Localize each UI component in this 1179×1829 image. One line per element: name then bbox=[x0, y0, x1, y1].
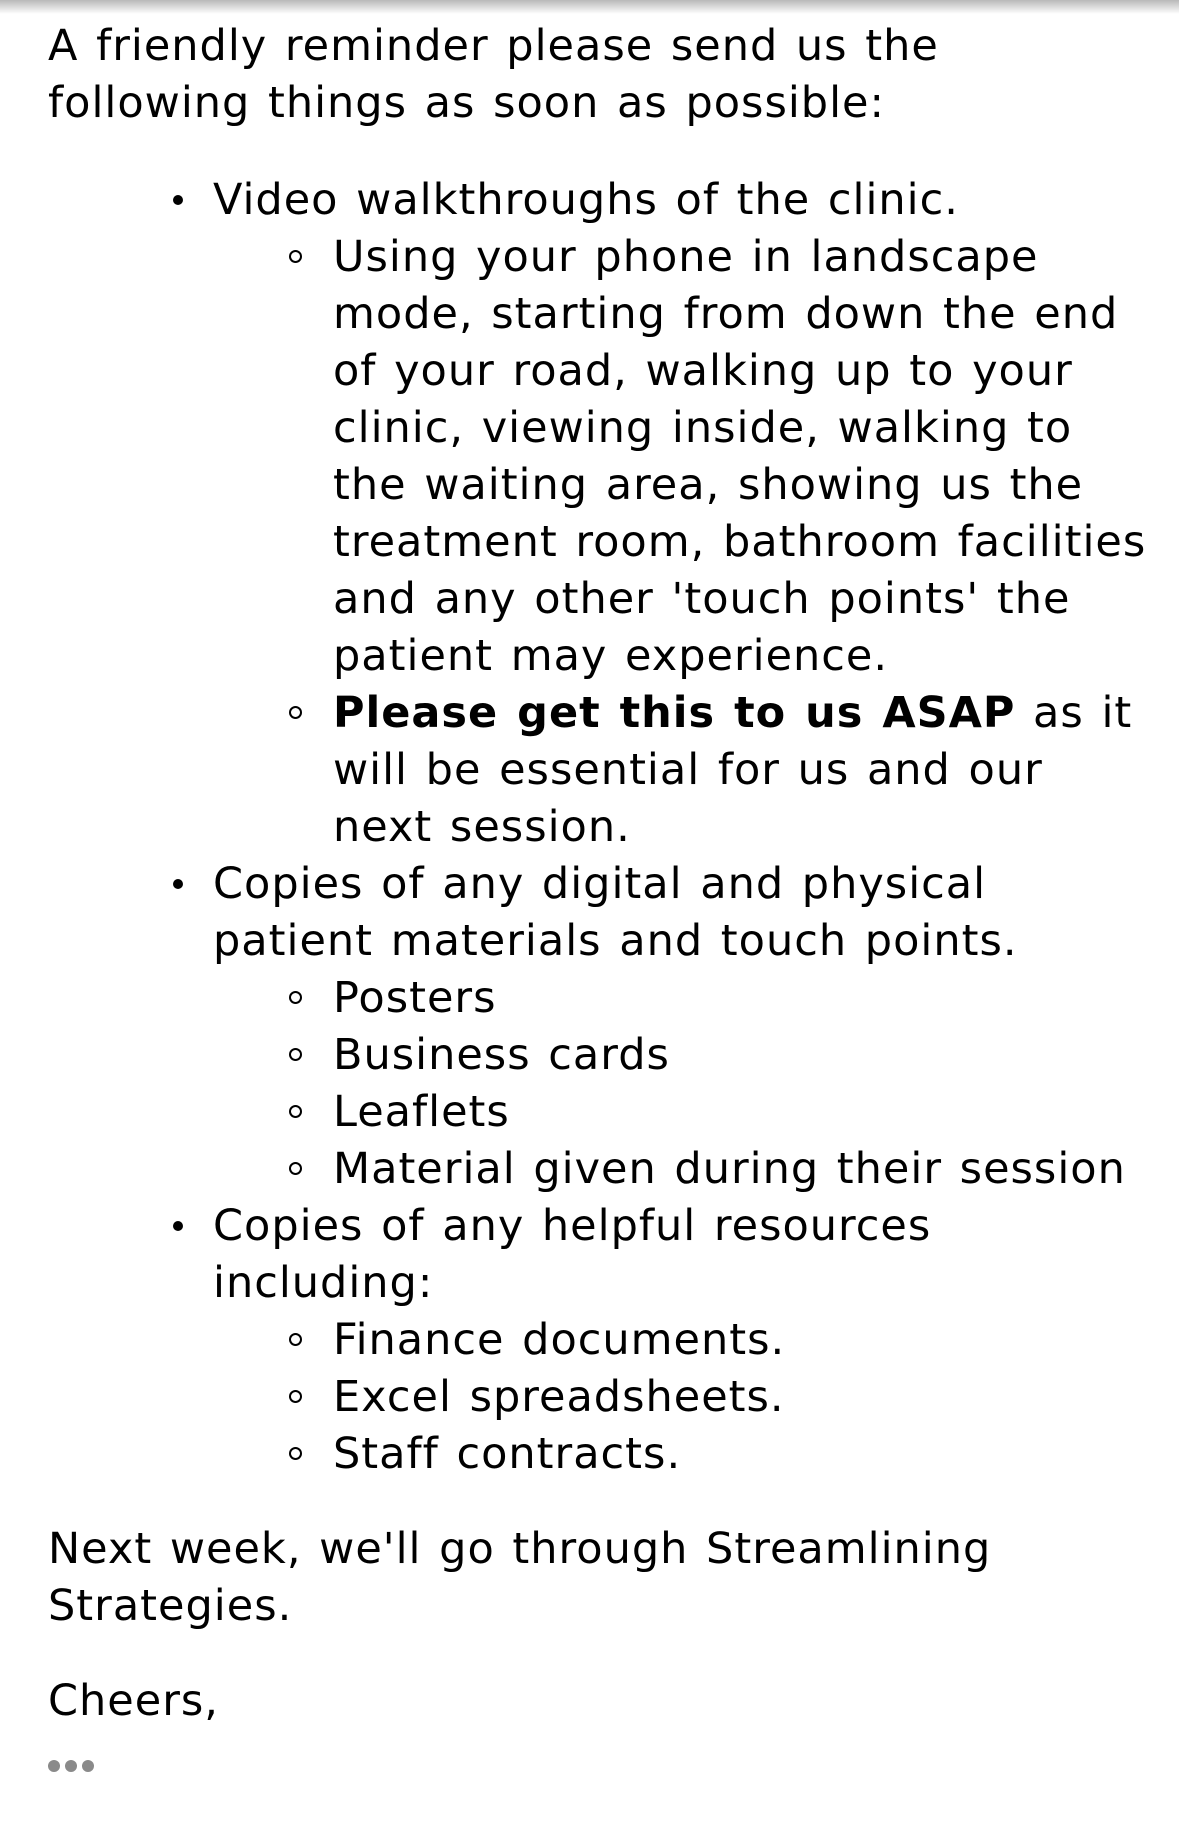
spacer bbox=[48, 1483, 1158, 1521]
sub-list-item bbox=[333, 1084, 1158, 1141]
sub-list-item-text: Finance documents. bbox=[333, 1315, 786, 1365]
signoff-text: Cheers, bbox=[48, 1676, 219, 1726]
sub-list-item bbox=[333, 970, 1158, 1027]
asap-rest: as it will be essential for us and our next session. bbox=[333, 688, 1133, 852]
sub-list-item-text: Material given during their session bbox=[333, 1144, 1126, 1194]
ellipsis-icon[interactable] bbox=[48, 1760, 94, 1772]
sub-list bbox=[213, 1312, 1158, 1483]
asap-emphasis: Please get this to us ASAP bbox=[333, 688, 1016, 738]
bullet-icon bbox=[168, 856, 188, 913]
list-item bbox=[213, 1198, 1158, 1483]
list-item bbox=[213, 172, 1158, 856]
dot bbox=[65, 1760, 77, 1772]
sub-list bbox=[213, 970, 1158, 1198]
circle-bullet-icon bbox=[285, 1369, 305, 1426]
header-shadow bbox=[0, 0, 1179, 14]
list-item bbox=[213, 856, 1158, 1198]
spacer bbox=[48, 132, 1158, 172]
email-body bbox=[48, 18, 1158, 1787]
bullet-icon bbox=[168, 1198, 188, 1255]
circle-bullet-icon bbox=[285, 1141, 305, 1198]
sub-list-item-text: Posters bbox=[333, 973, 497, 1023]
circle-bullet-icon bbox=[285, 1084, 305, 1141]
request-list bbox=[48, 172, 1158, 1483]
circle-bullet-icon bbox=[285, 1312, 305, 1369]
sub-list-item-text: Staff contracts. bbox=[333, 1429, 682, 1479]
list-item-text: Copies of any digital and physical patient materials and touch points. bbox=[213, 859, 1018, 966]
sub-list-item bbox=[333, 1426, 1158, 1483]
sub-list-item bbox=[333, 229, 1158, 685]
sub-list-item-text: Excel spreadsheets. bbox=[333, 1372, 785, 1422]
sub-list-item-text: Using your phone in landscape mode, starting from down the end of your road, walking up to your clinic, viewing inside, walking to the waiting area, showing us the treatment room, bathroom facilities and any other 'touch points' the patient may experience. bbox=[333, 232, 1147, 681]
sub-list-item-text bbox=[333, 685, 1153, 856]
sub-list-item bbox=[333, 1027, 1158, 1084]
sub-list-item bbox=[333, 1141, 1158, 1198]
circle-bullet-icon bbox=[285, 1426, 305, 1483]
next-week-text: Next week, we'll go through Streamlining Strategies. bbox=[48, 1524, 992, 1631]
list-item-text: Copies of any helpful resources including: bbox=[213, 1201, 932, 1308]
dot bbox=[82, 1760, 94, 1772]
sub-list-item bbox=[333, 1369, 1158, 1426]
sub-list-item bbox=[333, 1312, 1158, 1369]
sub-list-item-text: Leaflets bbox=[333, 1087, 510, 1137]
circle-bullet-icon bbox=[285, 229, 305, 286]
intro-text: A friendly reminder please send us the following things as soon as possible: bbox=[48, 21, 939, 128]
circle-bullet-icon bbox=[285, 1027, 305, 1084]
circle-bullet-icon bbox=[285, 970, 305, 1027]
sub-list bbox=[213, 229, 1158, 856]
circle-bullet-icon bbox=[285, 685, 305, 742]
sub-list-item-text: Business cards bbox=[333, 1030, 670, 1080]
sub-list-item bbox=[333, 685, 1158, 856]
spacer bbox=[48, 1635, 1158, 1673]
list-item-text: Video walkthroughs of the clinic. bbox=[213, 175, 959, 225]
bullet-icon bbox=[168, 172, 188, 229]
dot bbox=[48, 1760, 60, 1772]
